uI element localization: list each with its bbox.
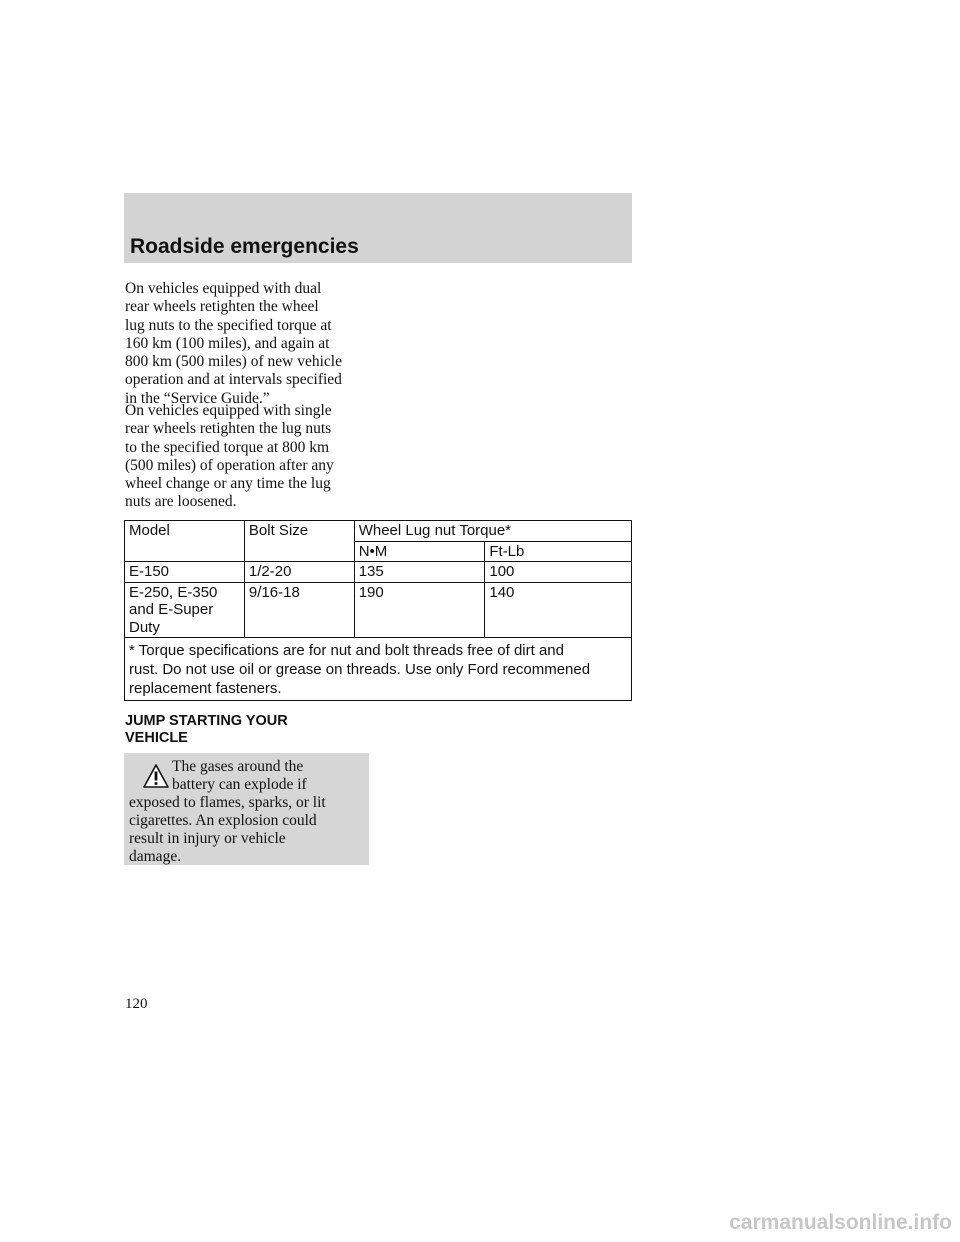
warning-line: damage. — [129, 848, 182, 865]
cell-line: and E-Super — [129, 601, 214, 618]
heading-line: VEHICLE — [125, 730, 188, 746]
cell-model — [125, 562, 245, 583]
table-footnote-row — [125, 638, 632, 701]
cell-ftlb: 100 — [485, 562, 632, 583]
warning-line: exposed to flames, sparks, or lit — [129, 794, 326, 811]
section-heading-jump-starting — [125, 713, 288, 747]
text-line: to the specified torque at 800 km — [125, 438, 330, 456]
cell-ftlb: 140 — [485, 582, 632, 638]
text-line: nuts are loosened. — [125, 493, 237, 511]
warning-line: battery can explode if — [172, 776, 307, 793]
header-bolt-size: Bolt Size — [244, 521, 354, 562]
cell-nm: 135 — [354, 562, 485, 583]
text-line: (500 miles) of operation after any — [125, 456, 334, 474]
watermark: carmanualsonline.info — [729, 1211, 952, 1234]
table-row — [125, 582, 632, 638]
torque-spec-table — [124, 520, 632, 701]
cell-line: Duty — [129, 618, 160, 636]
text-line: rear wheels retighten the lug nuts — [125, 420, 332, 438]
table-row — [125, 562, 632, 583]
footnote-line: * Torque specifications are for nut and bolt threads free of dirt and — [129, 642, 564, 659]
warning-text — [129, 758, 367, 866]
text-line: wheel change or any time the lug — [125, 475, 331, 493]
warning-line: cigarettes. An explosion could — [129, 812, 317, 829]
page-number: 120 — [125, 996, 148, 1012]
cell-bolt: 1/2-20 — [244, 562, 354, 583]
footnote-line: replacement fasteners. — [129, 680, 282, 697]
paragraph-dual-rear-wheels — [125, 280, 375, 408]
text-line: 800 km (500 miles) of new vehicle — [125, 353, 342, 371]
text-line: On vehicles equipped with single — [125, 402, 332, 419]
unit-nm: N•M — [354, 541, 485, 562]
cell-bolt: 9/16-18 — [244, 582, 354, 638]
header-torque: Wheel Lug nut Torque* — [354, 521, 631, 542]
warning-line: The gases around the — [172, 758, 304, 775]
paragraph-single-rear-wheels — [125, 402, 375, 512]
unit-ftlb: Ft-Lb — [485, 541, 632, 562]
text-line: rear wheels retighten the wheel — [125, 298, 319, 316]
cell-nm: 190 — [354, 582, 485, 638]
cell-line: E-150 — [129, 563, 170, 580]
cell-line: E-250, E-350 — [129, 583, 218, 601]
text-line: in the “Service Guide.” — [125, 389, 270, 407]
cell-model — [125, 582, 245, 638]
text-line: 160 km (100 miles), and again at — [125, 334, 330, 352]
text-line: operation and at intervals specified — [125, 371, 342, 389]
table-header-row — [125, 521, 632, 542]
warning-line: result in injury or vehicle — [129, 830, 286, 847]
warning-box — [124, 753, 369, 865]
text-line: On vehicles equipped with dual — [125, 280, 322, 297]
footnote-line: rust. Do not use oil or grease on threads. Use only Ford recommened — [129, 661, 591, 678]
heading-line: JUMP STARTING YOUR — [125, 713, 288, 729]
table-footnote — [125, 638, 632, 701]
section-header-bar — [124, 193, 632, 263]
text-line: lug nuts to the specified torque at — [125, 316, 332, 334]
header-model: Model — [125, 521, 245, 562]
section-title: Roadside emergencies — [130, 235, 359, 258]
